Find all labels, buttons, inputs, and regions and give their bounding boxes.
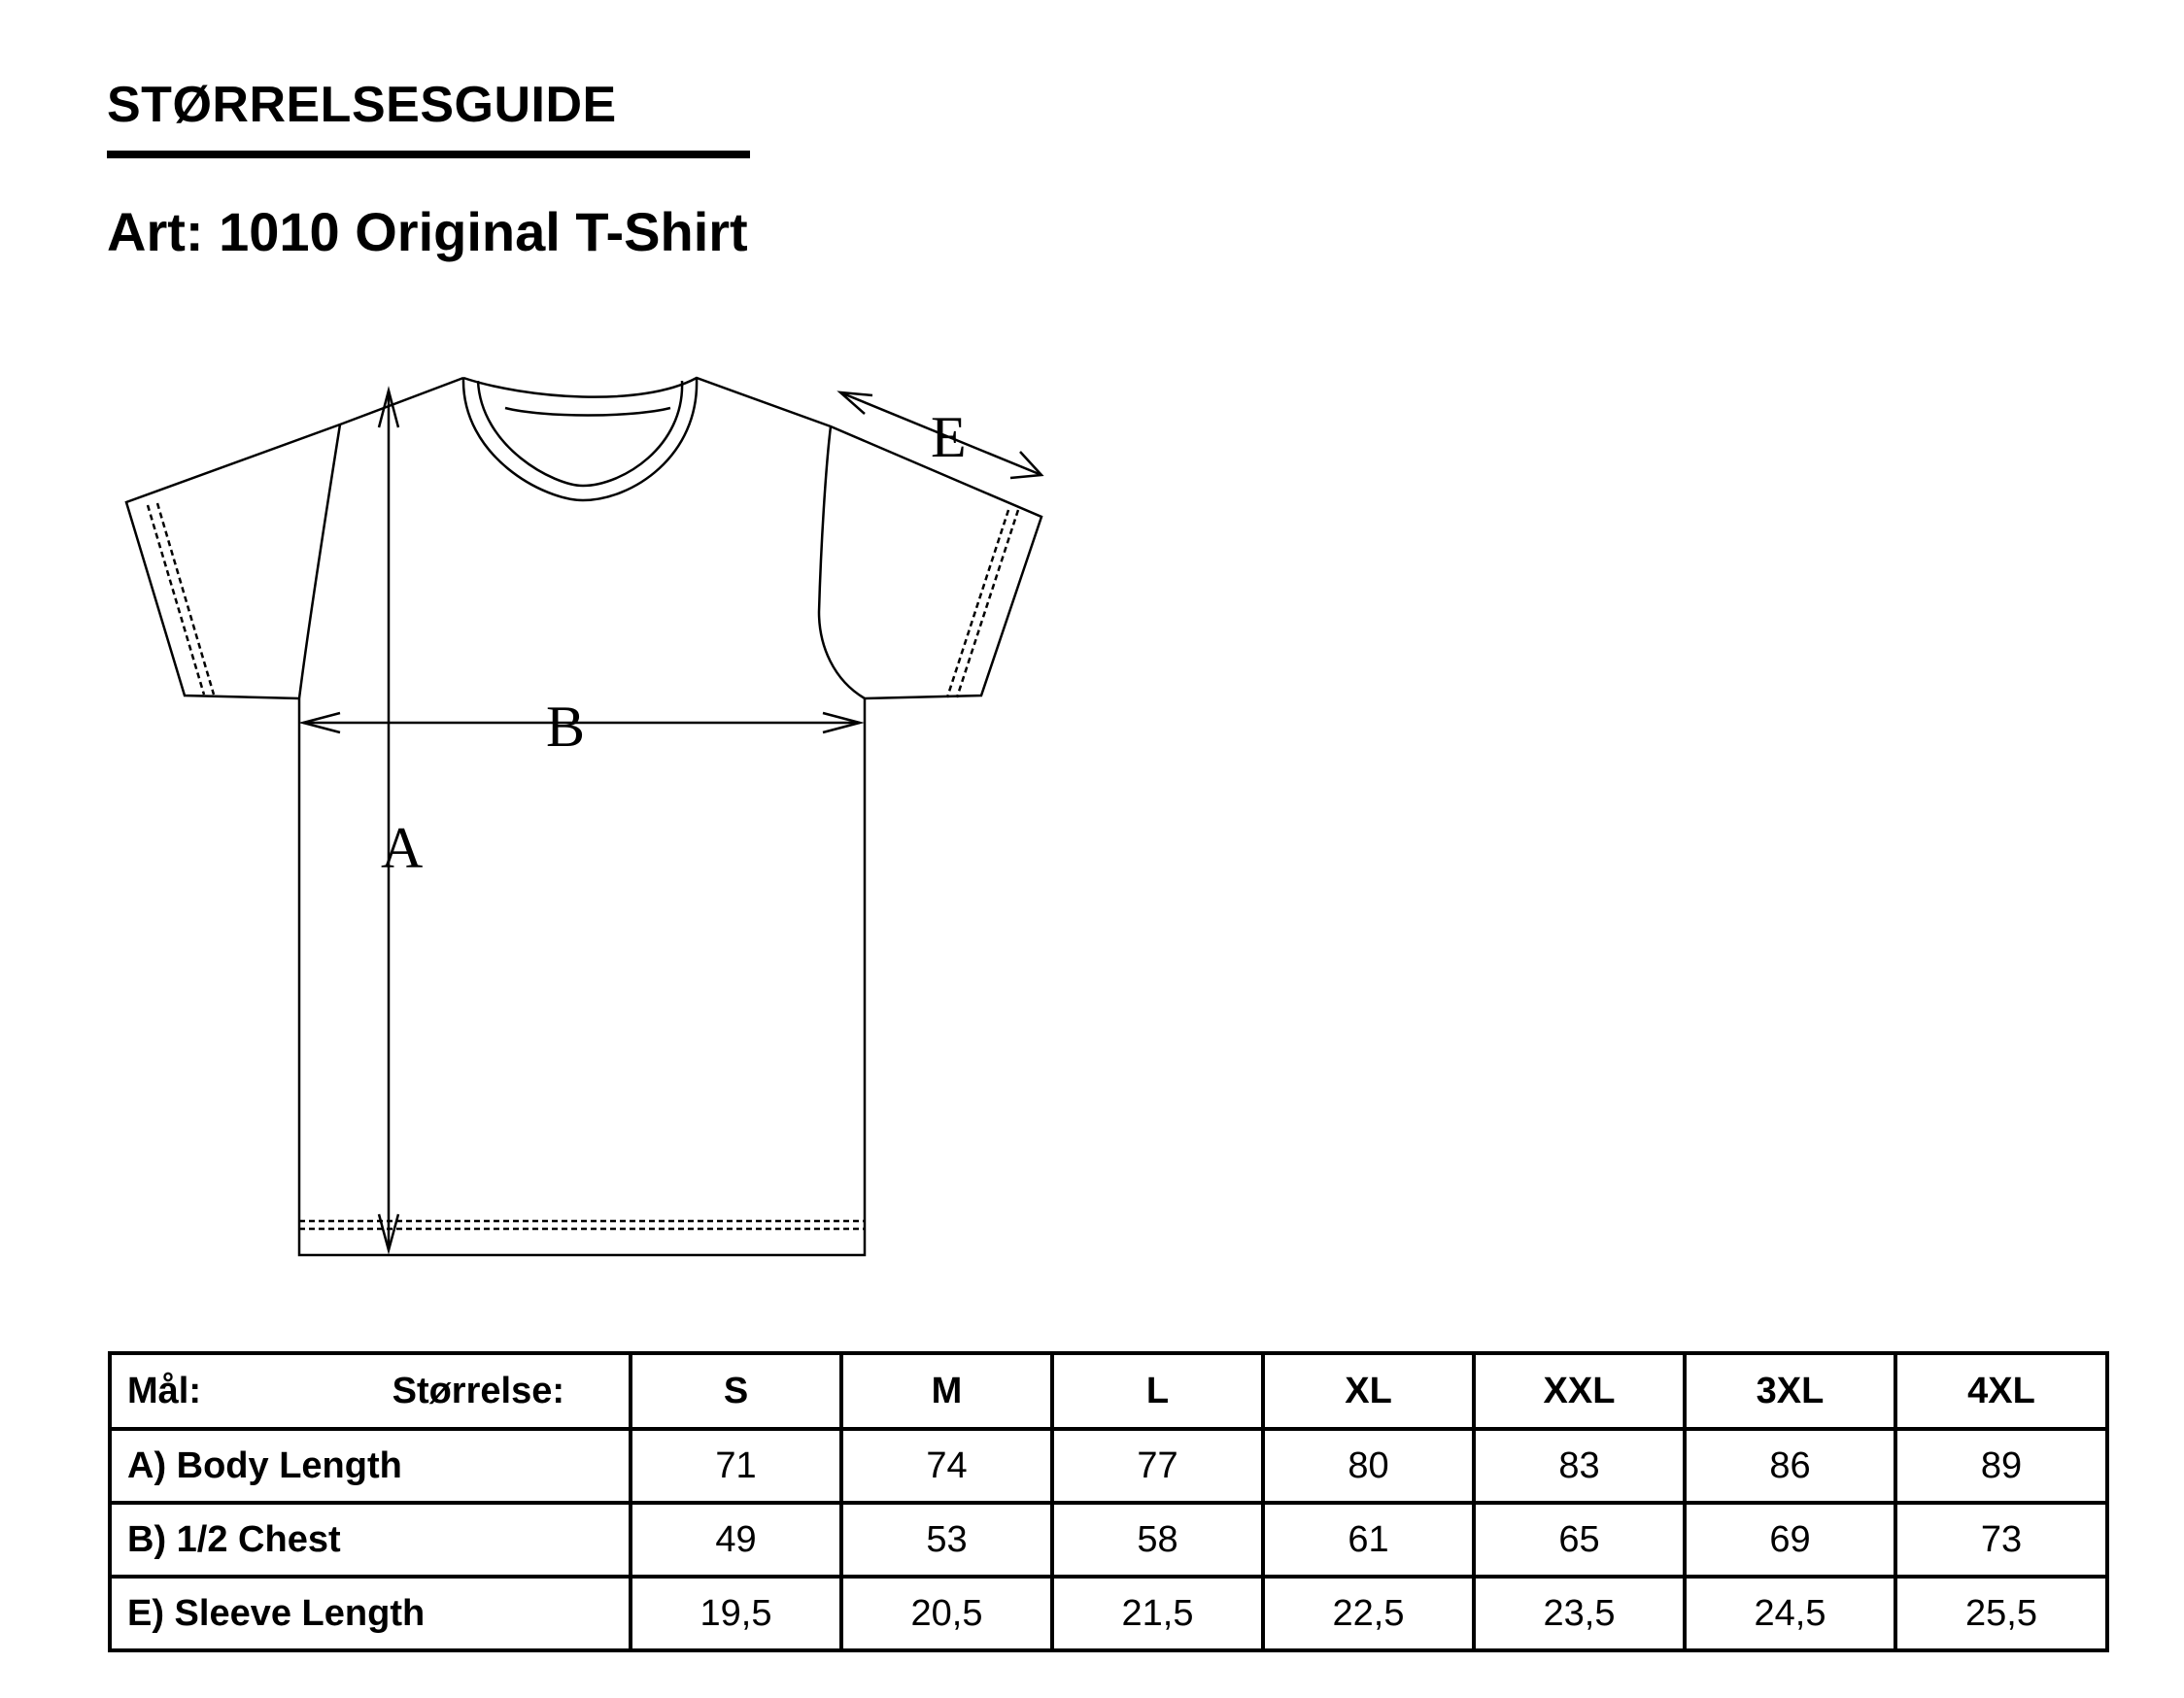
table-cell: 86 [1685,1429,1895,1503]
table-cell: 53 [841,1503,1052,1577]
table-cell: 22,5 [1263,1577,1474,1650]
table-cell: 20,5 [841,1577,1052,1650]
table-cell: 83 [1474,1429,1685,1503]
table-cell: 19,5 [631,1577,841,1650]
size-header: S [631,1353,841,1429]
table-cell: 25,5 [1895,1577,2107,1650]
row-label: B) 1/2 Chest [110,1503,631,1577]
size-header: 3XL [1685,1353,1895,1429]
table-cell: 61 [1263,1503,1474,1577]
tshirt-outline [126,378,1041,1255]
header-label-cell [110,1353,631,1429]
table-cell: 77 [1052,1429,1263,1503]
row-label: A) Body Length [110,1429,631,1503]
label-e: E [931,405,967,469]
size-header: XXL [1474,1353,1685,1429]
size-table [108,1351,2109,1652]
table-row [110,1429,2107,1503]
table-cell: 49 [631,1503,841,1577]
page-title: STØRRELSESGUIDE [107,77,617,133]
table-cell: 24,5 [1685,1577,1895,1650]
row-label: E) Sleeve Length [110,1577,631,1650]
table-cell: 74 [841,1429,1052,1503]
table-cell: 80 [1263,1429,1474,1503]
article-title: Art: 1010 Original T-Shirt [107,201,748,262]
table-cell: 89 [1895,1429,2107,1503]
table-row [110,1503,2107,1577]
size-header: 4XL [1895,1353,2107,1429]
size-header: XL [1263,1353,1474,1429]
size-label: Størrelse: [392,1370,564,1411]
label-a: A [381,816,424,880]
table-cell: 73 [1895,1503,2107,1577]
size-header: L [1052,1353,1263,1429]
table-cell: 71 [631,1429,841,1503]
label-b: B [546,695,586,759]
measure-label: Mål: [127,1370,201,1411]
title-underline [107,151,750,158]
tshirt-collar [463,378,697,500]
table-row [110,1577,2107,1650]
table-cell: 21,5 [1052,1577,1263,1650]
table-cell: 65 [1474,1503,1685,1577]
table-cell: 69 [1685,1503,1895,1577]
arrow-e [840,392,1041,475]
size-header: M [841,1353,1052,1429]
table-header-row [110,1353,2107,1429]
table-cell: 58 [1052,1503,1263,1577]
table-cell: 23,5 [1474,1577,1685,1650]
